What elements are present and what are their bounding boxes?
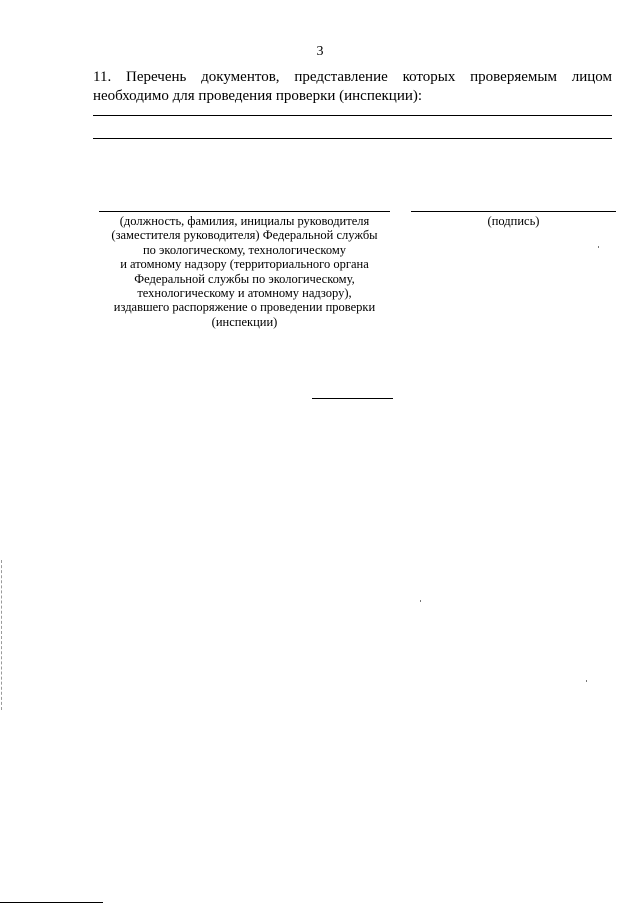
scan-speck — [586, 680, 587, 682]
caption-line: по экологическому, технологическому — [142, 242, 347, 257]
position-name-line — [99, 211, 390, 212]
section-11-text: 11. Перечень документов, представление которых проверяемым лицом необходимо для проведения проверки (инспекции): — [93, 69, 612, 104]
caption-line: (инспекции) — [211, 314, 278, 329]
scan-speck — [420, 600, 421, 602]
caption-line: Федеральной службы по экологическому, — [134, 271, 355, 286]
caption-line: (должность, фамилия, инициалы руководителя — [119, 214, 370, 228]
scan-margin-artifact — [1, 560, 2, 710]
caption-line: технологическому и атомному надзору), — [137, 286, 352, 301]
fill-in-line-1 — [93, 115, 612, 116]
caption-line: и атомному надзору (территориального органа — [120, 257, 369, 272]
caption-line: (заместителя руководителя) Федеральной службы — [111, 228, 378, 243]
end-of-document-mark — [312, 398, 393, 399]
fill-in-line-2 — [93, 138, 612, 139]
footer-rule — [0, 902, 103, 903]
position-name-caption — [99, 214, 390, 329]
signature-caption: (подпись) — [487, 214, 540, 228]
page-number: 3 — [316, 44, 324, 59]
scan-speck — [598, 246, 599, 248]
signature-line — [411, 211, 616, 212]
caption-line: издавшего распоряжение о проведении проверки — [113, 300, 376, 315]
